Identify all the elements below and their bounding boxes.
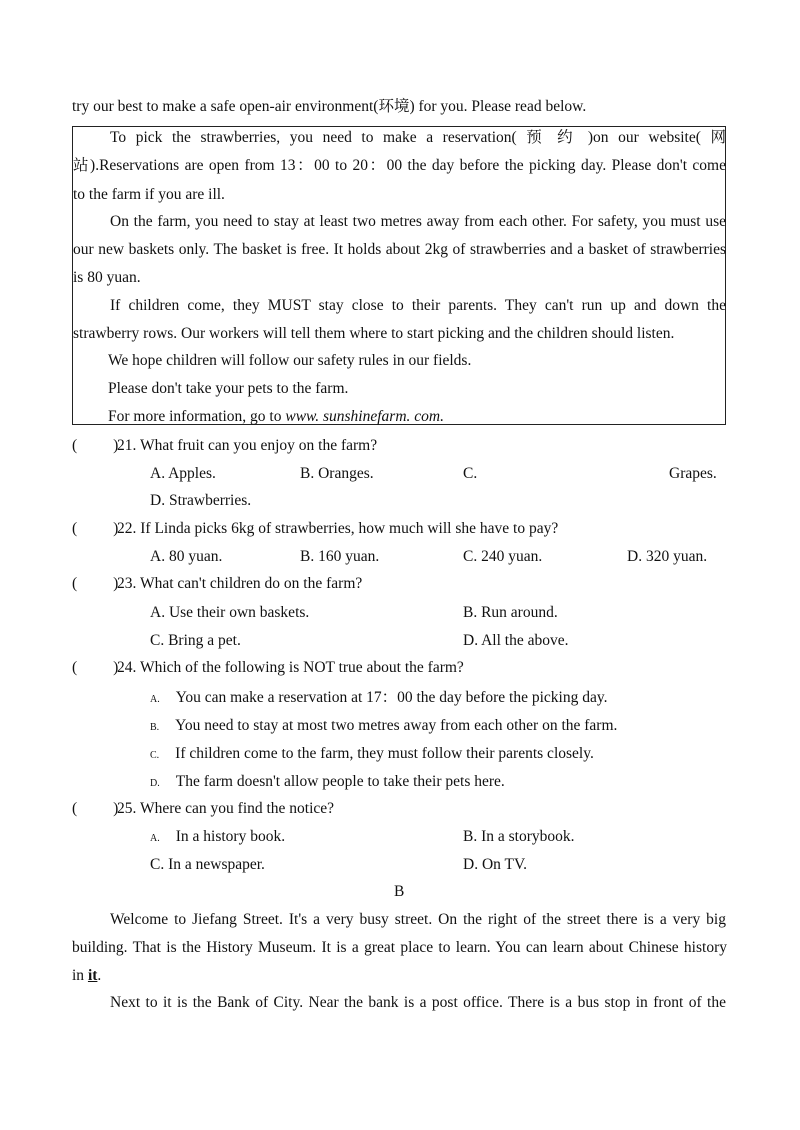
notice-p4: We hope children will follow our safety rules in our fields.	[108, 352, 472, 369]
question-24-option-c[interactable]	[150, 744, 594, 766]
question-22-option-b[interactable]: B. 160 yuan.	[300, 548, 380, 565]
question-25-option-d[interactable]: D. On TV.	[463, 856, 528, 873]
question-21-option-b[interactable]: B. Oranges.	[300, 465, 374, 482]
option-letter: C.	[150, 750, 160, 761]
question-22-option-c[interactable]: C. 240 yuan.	[463, 548, 543, 565]
question-25-option-a[interactable]	[150, 827, 285, 849]
option-letter: A.	[150, 833, 160, 844]
question-25-option-b[interactable]: B. In a storybook.	[463, 828, 575, 845]
question-24-stem: 24. Which of the following is NOT true about the farm?	[117, 659, 464, 676]
option-letter: D.	[150, 778, 160, 789]
section-b-p1-line1: Welcome to Jiefang Street. It's a very busy street. On the right of the street there is a very big	[110, 911, 726, 928]
question-25-stem: 25. Where can you find the notice?	[117, 800, 335, 817]
notice-p3-line2: strawberry rows. Our workers will tell them where to start picking and the children should listen.	[73, 325, 675, 342]
question-25-option-c[interactable]: C. In a newspaper.	[150, 856, 265, 873]
question-23-option-a[interactable]: A. Use their own baskets.	[150, 604, 310, 621]
option-text: You need to stay at most two metres away from each other on the farm.	[175, 717, 618, 734]
website-link[interactable]: www. sunshinefarm. com.	[285, 408, 444, 425]
question-22-option-d[interactable]: D. 320 yuan.	[627, 548, 708, 565]
question-23-option-b[interactable]: B. Run around.	[463, 604, 558, 621]
question-21-option-a[interactable]: A. Apples.	[150, 465, 216, 482]
answer-blank-25[interactable]: ( )	[72, 800, 119, 817]
answer-blank-21[interactable]: ( )	[72, 437, 119, 454]
section-b-heading: B	[394, 883, 405, 900]
notice-p6	[108, 407, 444, 427]
question-24-option-a[interactable]	[150, 688, 607, 710]
question-22-option-a[interactable]: A. 80 yuan.	[150, 548, 223, 565]
question-21-option-c-text: Grapes.	[669, 465, 717, 482]
notice-p1-line1: To pick the strawberries, you need to make a reservation( 预 约 )on our website( 网	[110, 129, 726, 146]
section-b-p1-line3-prefix: in	[72, 967, 88, 984]
notice-p2-line1: On the farm, you need to stay at least two metres away from each other. For safety, you must use	[110, 213, 726, 230]
notice-p1-line2: 站).Reservations are open from 13：00 to 20：00 the day before the picking day. Please don't come	[73, 157, 726, 174]
question-23-stem: 23. What can't children do on the farm?	[117, 575, 363, 592]
notice-p3-line1: If children come, they MUST stay close to their parents. They can't run up and down the	[110, 297, 726, 314]
question-21-option-c[interactable]: C.	[463, 465, 478, 482]
question-22-stem: 22. If Linda picks 6kg of strawberries, how much will she have to pay?	[117, 520, 559, 537]
section-b-p2-line1: Next to it is the Bank of City. Near the bank is a post office. There is a bus stop in front of the	[110, 994, 726, 1011]
option-text: If children come to the farm, they must follow their parents closely.	[175, 745, 594, 762]
notice-p6-prefix: For more information, go to	[108, 408, 286, 425]
underlined-word-it: it	[87, 967, 98, 984]
notice-p5: Please don't take your pets to the farm.	[108, 380, 349, 397]
option-text: You can make a reservation at 17：00 the day before the picking day.	[175, 689, 608, 706]
notice-p1-line3: to the farm if you are ill.	[73, 186, 225, 203]
notice-p2-line3: is 80 yuan.	[73, 269, 141, 286]
notice-p2-line2: our new baskets only. The basket is free. It holds about 2kg of strawberries and a basket of strawberries	[73, 241, 726, 258]
question-24-option-b[interactable]	[150, 716, 617, 738]
question-24-option-d[interactable]	[150, 772, 505, 794]
option-text: The farm doesn't allow people to take their pets here.	[175, 773, 505, 790]
option-letter: A.	[150, 694, 160, 705]
option-text: In a history book.	[175, 828, 286, 845]
question-23-option-c[interactable]: C. Bring a pet.	[150, 632, 241, 649]
question-21-option-d[interactable]: D. Strawberries.	[150, 492, 252, 509]
answer-blank-23[interactable]: ( )	[72, 575, 119, 592]
option-letter: B.	[150, 722, 160, 733]
intro-line: try our best to make a safe open-air environment(环境) for you. Please read below.	[72, 98, 587, 115]
question-21-stem: 21. What fruit can you enjoy on the farm?	[117, 437, 378, 454]
section-b-p1-line3	[72, 966, 101, 986]
section-b-p1-line3-suffix: .	[97, 967, 102, 984]
question-23-option-d[interactable]: D. All the above.	[463, 632, 569, 649]
answer-blank-24[interactable]: ( )	[72, 659, 119, 676]
answer-blank-22[interactable]: ( )	[72, 520, 119, 537]
section-b-p1-line2: building. That is the History Museum. It is a great place to learn. You can learn about Chinese history	[72, 939, 727, 956]
